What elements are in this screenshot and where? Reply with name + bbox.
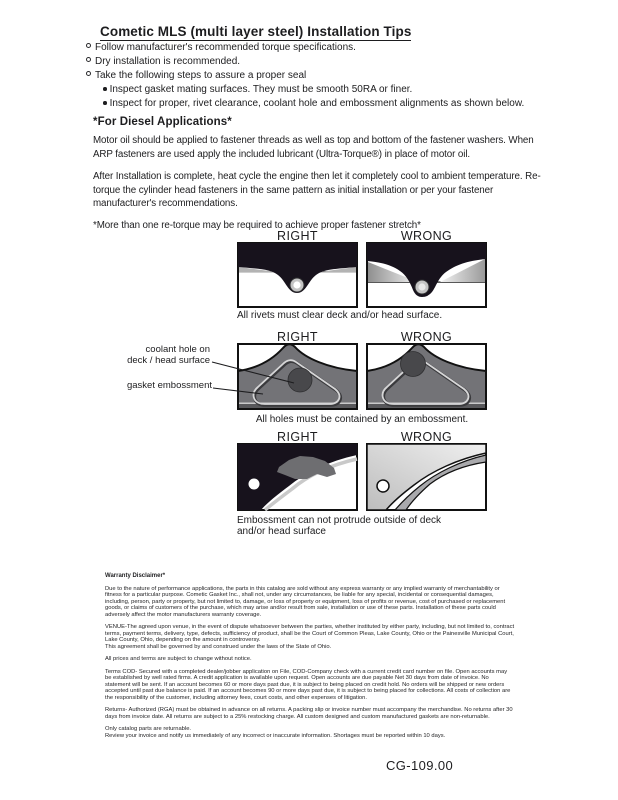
fig1-right-label: RIGHT [277,229,318,243]
gasket-embossment-callout: gasket embossment [126,380,212,391]
diesel-heading: *For Diesel Applications* [93,116,232,128]
diesel-note: *More than one re-torque may be required to achieve proper fastener stretch* [93,220,421,232]
diesel-section [93,116,545,242]
list-item-text: Dry installation is recommended. [95,56,241,67]
list-item-text: Inspect for proper, rivet clearance, coolant hole and embossment alignments as shown below. [109,98,525,109]
rivet-center [293,281,300,288]
list-item-text: Take the following steps to assure a proper seal [95,70,307,81]
fig3-right-panel [237,443,358,511]
coolant-hole [401,352,426,377]
governing-law-text: This agreement shall be governed by and construed under the laws of the State of Ohio. [105,643,332,650]
fig2-wrong-label: WRONG [400,330,453,344]
returns-paragraph: Returns- Authorized (RGA) must be obtained in advance on all returns. A packing slip or invoice number must accompany the merchandise. No returns after 30 days from invoice date. All returns are subject to a 25% restocking charge. All custom designed and custom manufactured gaskets are non-returnable. [105,707,513,720]
terms-paragraph: Terms COD- Secured with a completed dealer/jobber application on File, COD-Company check with a current credit card number on file. Open accounts may be established by well rated firms. A credit application is available upon request. Open accounts are due payable Net 30 days from date of invoice. No statement will be sent. If an account becomes 60 or more days past due, it is subject to being placed on credit hold. No orders will be shipped or new orders accepted until past due balance is paid. If an account becomes 90 or more days past due, it is subject to being placed for collections. All costs of collection are the responsibility of the customer, including attorney fees, court costs, and other expenses of litigation. [105,668,511,701]
rivet-clearance-right-diagram [237,242,358,308]
list-item [103,97,591,111]
warranty-paragraph: Due to the nature of performance applications, the parts in this catalog are sold without any express warranty or any implied warranty of merchantability or fitness for a particular purpose. Cometic Gasket Inc., shall not, under any circumstances, be liable for any special, incidental or consequential damages, including, person, party or property, but not limited to, damage, or loss of property or equipment, loss of profits or revenue, cost of purchased or replacement goods, or claims of customers of the purchase, which may arise and/or result from sale, installation or use of these parts. Installation of these parts could adversely affect the motor manufacturers warranty coverage. [105,585,506,618]
caption-line: and/or head surface [237,525,326,537]
fig1-wrong-panel [366,242,487,308]
bolt-hole [249,479,260,490]
warranty-heading: Warranty Disclaimer* [105,573,166,579]
rivet-clearance-wrong-diagram [366,242,487,308]
page-title: Cometic MLS (multi layer steel) Installation Tips [100,24,412,39]
review-invoice-text: Review your invoice and notify us immediately of any incorrect or inaccurate information. Shortages must be reported within 10 days. [105,732,446,739]
fig1-right-panel [237,242,358,308]
venue-paragraph [105,624,515,650]
coolant-hole [288,368,312,392]
only-catalog-text: Only catalog parts are returnable. [105,726,192,732]
callout-line: coolant hole on [145,344,210,355]
embossment-wrong-diagram [366,343,487,410]
list-item [103,83,591,97]
fig3-right-label: RIGHT [277,430,318,444]
coolant-hole-callout [86,345,210,366]
fig1-wrong-label: WRONG [400,229,453,243]
protrusion-wrong-diagram [366,443,487,511]
prices-paragraph: All prices and terms are subject to change without notice. [105,656,252,662]
list-item [86,55,591,69]
document-code: CG-109.00 [386,758,454,773]
diesel-paragraph-1: Motor oil should be applied to fastener threads as well as top and bottom of the fastener washers. When ARP fasteners are used apply the included lubricant (Ultra-Torque®) in place of motor oil. [93,135,534,160]
circle-bullet-icon [86,71,91,76]
rivet-center [418,283,425,290]
fig3-wrong-panel [366,443,487,511]
fig2-caption: All holes must be contained by an embossment. [255,414,469,425]
bolt-hole [377,480,389,492]
circle-bullet-icon [86,57,91,62]
list-item-text: Inspect gasket mating surfaces. They must be smooth 50RA or finer. [109,84,413,95]
fig2-wrong-panel [366,343,487,410]
protrusion-right-diagram [237,443,358,511]
warranty-section [105,573,515,745]
callout-line: deck / head surface [127,354,210,366]
circle-bullet-icon [86,43,91,48]
tips-list [86,41,591,111]
embossment-right-diagram [237,343,358,410]
list-item [86,69,591,83]
fig2-right-label: RIGHT [277,330,318,344]
fig3-caption [237,516,441,537]
dot-bullet-icon [103,101,107,105]
returnable-paragraph [105,726,515,739]
fig1-caption: All rivets must clear deck and/or head surface. [237,310,443,321]
fig2-right-panel [237,343,358,410]
list-item-text: Follow manufacturer's recommended torque specifications. [95,42,356,53]
venue-text: VENUE-The agreed upon venue, in the event of dispute whatsoever between the parties, whether instituted by either party, including, but not limited to, contract terms, payment terms, delivery, type, defects, sufficiency of product, shall be the Court of Common Pleas, Lake County, Ohio or the Painesville Municipal Court, Lake County, Ohio, depending on the amount in controversy. [105,624,515,643]
dot-bullet-icon [103,87,107,91]
fig3-wrong-label: WRONG [400,430,453,444]
list-item [86,41,591,55]
caption-line: Embossment can not protrude outside of deck [237,515,442,526]
diesel-paragraph-2: After Installation is complete, heat cycle the engine then let it completely cool to ambient temperature. Re-torque the cylinder head fasteners in the same pattern as initial installation or per your fastener manufacturer's recommendations. [93,171,541,210]
